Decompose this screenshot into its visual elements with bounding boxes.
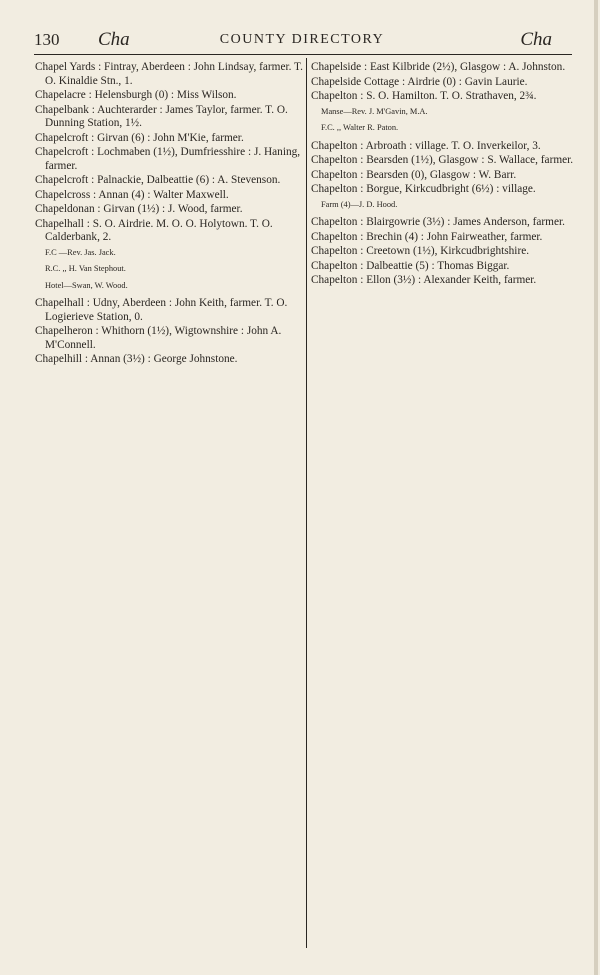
directory-entry: Chapelheron : Whithorn (1½), Wigtownshire : John A. M'Connell.: [35, 325, 282, 351]
directory-entry: Chapelton : Ellon (3½) : Alexander Keith, farmer.: [311, 274, 537, 286]
directory-entry: Chapelhall : Udny, Aberdeen : John Keith, farmer. T. O. Logierieve Station, 0.: [35, 297, 288, 323]
directory-title: COUNTY DIRECTORY: [219, 32, 385, 47]
directory-entry: Chapelhill : Annan (3½) : George Johnstone.: [35, 353, 238, 365]
directory-entry: Chapelton : Brechin (4) : John Fairweather, farmer.: [311, 230, 543, 243]
directory-entry: Chapelcroft : Lochmaben (1½), Dumfriesshire : J. Haning, farmer.: [35, 146, 301, 172]
directory-entry: Chapeldonan : Girvan (1½) : J. Wood, farmer.: [35, 203, 243, 215]
directory-entry: Chapelton : S. O. Hamilton. T. O. Strathaven, 2¾.: [311, 90, 537, 102]
directory-entry: Chapelcroft : Girvan (6) : John M'Kie, farmer.: [35, 131, 244, 144]
directory-entry: Chapelhall : S. O. Airdrie. M. O. O. Holytown. T. O. Calderbank, 2.: [35, 217, 273, 243]
directory-entry: Chapelacre : Helensburgh (0) : Miss Wilson.: [35, 89, 237, 101]
column-divider: [306, 58, 307, 948]
directory-entry: Chapelcross : Annan (4) : Walter Maxwell.: [35, 188, 229, 201]
directory-note: Farm (4)—J. D. Hood.: [321, 199, 398, 209]
directory-note: Manse—Rev. J. M'Gavin, M.A.: [321, 106, 428, 116]
directory-entry: Chapelton : Creetown (1½), Kirkcudbrightshire.: [311, 245, 530, 257]
directory-entry: Chapel Yards : Fintray, Aberdeen : John Lindsay, farmer. T. O. Kinaldie Stn., 1.: [35, 61, 303, 87]
directory-note: F.C —Rev. Jas. Jack.: [45, 247, 116, 257]
directory-entry: Chapelside : East Kilbride (2½), Glasgow : A. Johnston.: [311, 61, 566, 73]
header-rule: [34, 54, 572, 55]
left-column: [35, 61, 305, 368]
directory-note: Hotel—Swan, W. Wood.: [45, 280, 128, 290]
directory-entry: Chapelbank : Auchterarder : James Taylor, farmer. T. O. Dunning Station, 1½.: [35, 103, 288, 129]
running-head-right: Cha: [520, 29, 552, 50]
running-head-left: Cha: [98, 29, 130, 50]
directory-note: R.C. ,, H. Van Stephout.: [45, 264, 126, 273]
directory-note: F.C. ,, Walter R. Paton.: [321, 123, 399, 132]
page-number: 130: [34, 30, 60, 49]
directory-entry: Chapelton : Bearsden (0), Glasgow : W. Barr.: [311, 168, 517, 181]
directory-entry: Chapelton : Blairgowrie (3½) : James Anderson, farmer.: [311, 216, 565, 228]
scrollbar[interactable]: [594, 0, 598, 975]
right-column: [311, 61, 581, 289]
page-header: [34, 26, 570, 50]
directory-entry: Chapelton : Bearsden (1½), Glasgow : S. Wallace, farmer.: [311, 154, 574, 166]
directory-entry: Chapelside Cottage : Airdrie (0) : Gavin Laurie.: [311, 75, 528, 88]
directory-entry: Chapelton : Arbroath : village. T. O. Inverkeilor, 3.: [311, 139, 541, 152]
directory-entry: Chapelton : Borgue, Kirkcudbright (6½) : village.: [311, 183, 536, 195]
directory-entry: Chapelcroft : Palnackie, Dalbeattie (6) : A. Stevenson.: [35, 174, 281, 186]
directory-entry: Chapelton : Dalbeattie (5) : Thomas Biggar.: [311, 259, 510, 272]
